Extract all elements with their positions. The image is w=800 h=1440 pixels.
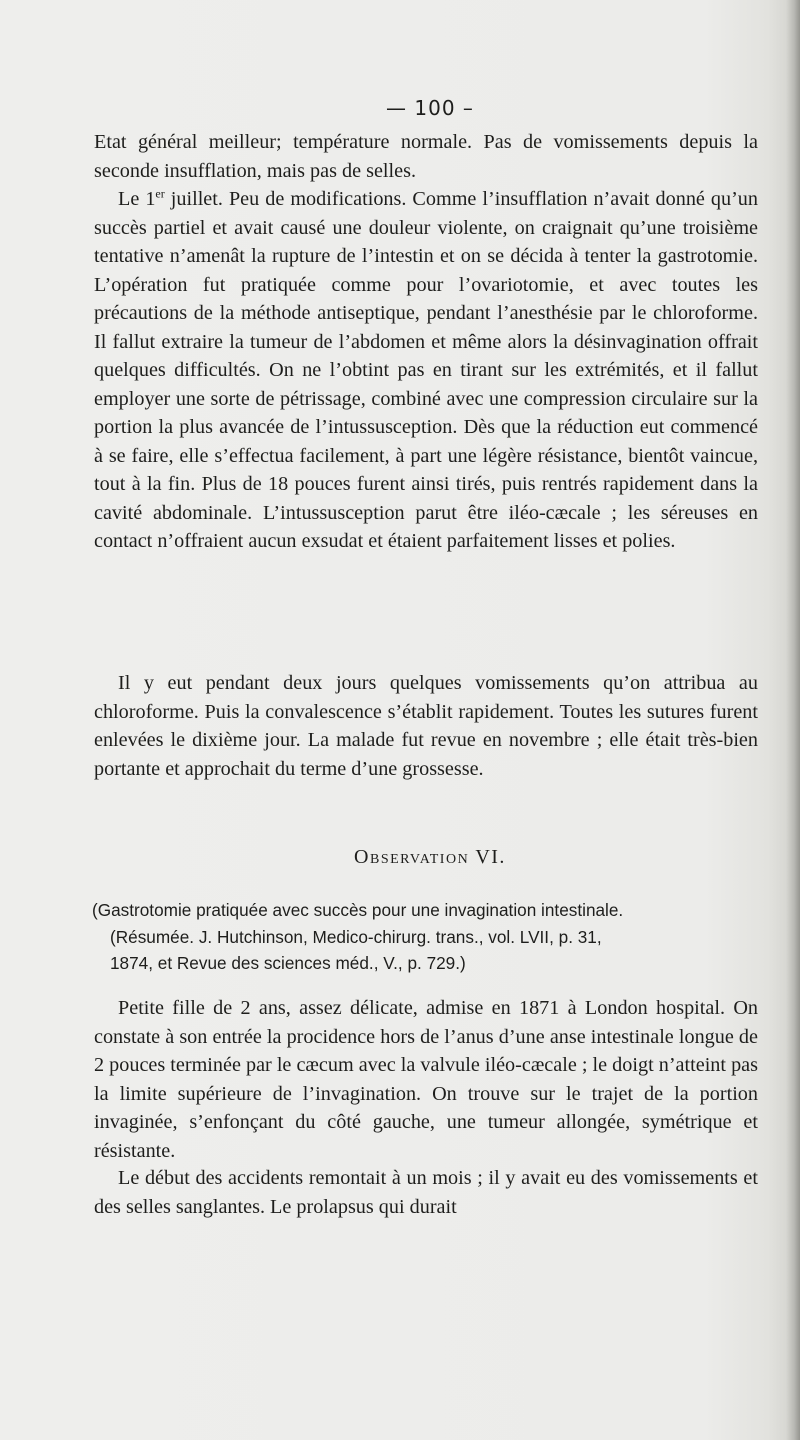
paragraph-july-prefix: Le 1 <box>118 188 156 210</box>
observation-heading: Observation VI. <box>354 846 506 868</box>
paragraph-onset: Le début des accidents remontait à un mois ; il y avait eu des vomissements et des selles sanglantes. Le prolapsus qui durait <box>94 1167 758 1218</box>
ordinal-superscript: er <box>155 186 165 201</box>
summary-line-1: (Gastrotomie pratiquée avec succès pour une invagination intestinale. <box>92 900 624 920</box>
observation-summary <box>92 897 756 977</box>
summary-line-3: 1874, et Revue des sciences méd., V., p. 729.) <box>110 953 466 973</box>
paragraph-july-body: juillet. Peu de modifications. Comme l’insufflation n’avait donné qu’un succès partiel et avait causé une douleur violente, on craignait qu’une troisième tentative n’amenât la rupture de l’intestin et on se décida à tenter la gastrotomie. L’opération fut pratiquée comme pour l’ovariotomie, et avec toutes les précautions de la méthode antiseptique, pendant l’anesthésie par le chloroforme. Il fallut extraire la tumeur de l’abdomen et même alors la désinvagination offrait quelques difficultés. On ne l’obtint pas en tirant sur les extrémités, et il fallut employer une sorte de pétrissage, combiné avec une compression circulaire sur la portion la plus avancée de l’intussusception. Dès que la réduction eut commencé à se faire, elle s’effectua facilement, à part une légère résistance, bientôt vaincue, tout à la fin. Plus de 18 pouces furent ainsi tirés, puis rentrés rapidement dans la cavité abdominale. L’intussusception parut être iléo-cæcale ; les séreuses en contact n’offraient aucun exsudat et étaient parfaitement lisses et polies. <box>94 188 758 552</box>
paragraph-general-state: Etat général meilleur; température normale. Pas de vomissements depuis la seconde insufflation, mais pas de selles. <box>94 131 758 182</box>
summary-line-2: (Résumée. J. Hutchinson, Medico-chirurg. trans., vol. LVII, p. 31, <box>110 926 602 947</box>
page-number: — 100 – <box>386 96 474 120</box>
paragraph-convalescence: Il y eut pendant deux jours quelques vomissements qu’on attribua au chloroforme. Puis la convalescence s’établit rapidement. Toutes les sutures furent enlevées le dixième jour. La malade fut revue en novembre ; elle était très-bien portante et approchait du terme d’une grossesse. <box>94 672 758 780</box>
paragraph-patient-admission: Petite fille de 2 ans, assez délicate, admise en 1871 à London hospital. On constate à son entrée la procidence hors de l’anus d’une anse intestinale longue de 2 pouces terminée par le cæcum avec la valvule iléo-cæcale ; le doigt n’atteint pas la limite supérieure de l’invagination. On trouve sur le trajet de la portion invaginée, s’enfonçant du côté gauche, une tumeur allongée, symétrique et résistante. <box>94 997 758 1162</box>
paragraph-july-operation <box>94 185 758 556</box>
page-edge-shadow <box>786 0 800 1440</box>
